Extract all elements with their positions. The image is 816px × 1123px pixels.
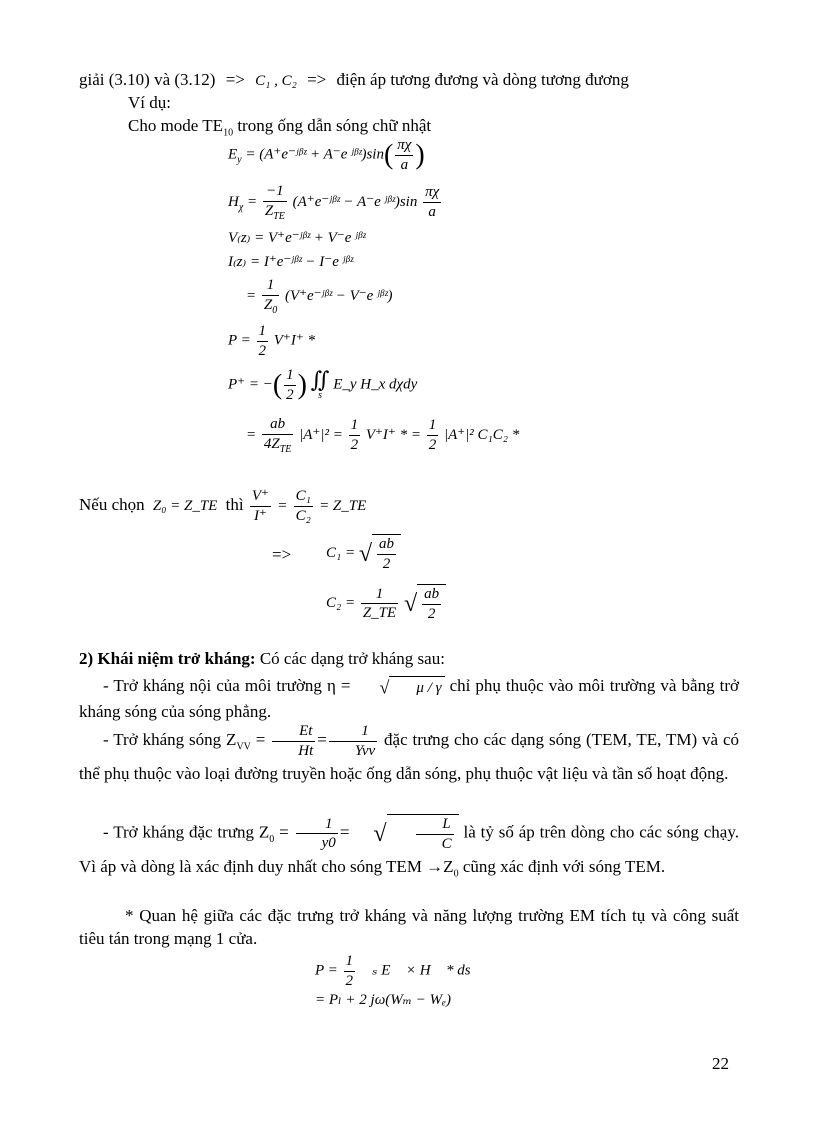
ey-lhs: E: [228, 146, 238, 163]
i2-eq: =: [246, 288, 257, 305]
p3-sub: 0: [269, 834, 275, 846]
p3-rad-num: L: [416, 815, 454, 835]
final-num: 1: [344, 952, 356, 972]
ey-num: πχ: [395, 136, 413, 156]
last-frac: [262, 415, 294, 456]
p-body: V⁺I⁺ *: [273, 332, 316, 349]
i2-body: (V⁺e⁻ʲᵝᶻ − V⁻e ʲᵝᶻ): [284, 288, 393, 305]
intro-prefix: giải (3.10) và (3.12): [79, 70, 216, 89]
c2-rad-den: 2: [427, 605, 436, 622]
p1-formula: μ / γ: [389, 676, 444, 700]
p3-sqrt: √ $\frac{L}{C}$: [349, 814, 458, 854]
ey-body: (A⁺e⁻ʲᵝᶻ + A⁻e ʲᵝᶻ)sin: [259, 146, 384, 163]
final-den: 2: [345, 972, 354, 989]
eq-i: I₍z₎ = I⁺e⁻ʲᵝᶻ − I⁻e ʲᵝᶻ: [228, 254, 353, 270]
example-label: Ví dụ:: [128, 93, 171, 112]
intro-suffix: điện áp tương đương và dòng tương đương: [336, 70, 629, 89]
section-heading-bold: 2) Khái niệm trở kháng:: [79, 649, 256, 668]
p2-sub: VV: [236, 741, 251, 753]
hx-frac-2: [423, 183, 441, 222]
i2-den: Z: [263, 296, 273, 313]
p-den: 2: [258, 342, 267, 359]
p3-eq2: =: [339, 822, 350, 842]
eq-hx: [228, 182, 443, 223]
eq-p: [228, 322, 315, 361]
c1-rad-num: ab: [377, 535, 396, 555]
para-energy-relation: * Quan hệ giữa các đặc trưng trở kháng và năng lượng trường EM tích tụ và công suất tiêu tán trong mạng 1 cửa.: [79, 906, 739, 948]
pp-frac: [284, 366, 296, 405]
p1-b: chỉ phụ thuộc vào môi trường và bằng trở kháng sóng của sóng phẳng.: [79, 676, 739, 721]
hx-den-2: a: [428, 204, 436, 221]
p-num: 1: [257, 322, 269, 342]
last-num: ab: [262, 415, 294, 435]
last-eq: =: [246, 427, 257, 444]
p-lhs: P =: [228, 332, 251, 349]
hx-frac: [263, 182, 287, 223]
choice-eq1: =: [277, 498, 288, 515]
final-body: ∯ₛ E⃗ × H⃗ * ds⃗: [360, 962, 483, 979]
c1-sqrt: √ $\frac{ab}{2}$: [359, 534, 401, 574]
para-intrinsic-impedance: [79, 674, 739, 723]
p2-frac-1: [272, 722, 315, 761]
choice-prefix: Nếu chọn: [79, 495, 145, 515]
c1-rad-den: 2: [382, 555, 391, 572]
section-heading: [79, 649, 445, 669]
p3-c: cũng xác định với sóng TEM.: [458, 856, 666, 876]
intro-line: [79, 70, 629, 90]
p2-f1-den: Ht: [298, 742, 314, 759]
pp-den: 2: [286, 386, 294, 403]
p3-f-num: 1: [296, 815, 338, 835]
p2-f1-num: Et: [272, 722, 315, 742]
choice-arrow: =>: [272, 545, 292, 564]
p2-b: đặc trưng cho các dạng sóng (TEM, TE, TM) và có thể phụ thuộc vào loại đường truyền hoặc ống dẫn sóng, phụ thuộc vật liệu và tần số hoạt động.: [79, 730, 740, 783]
p2-frac-2: [329, 722, 377, 761]
mode-prefix: Cho mode TE: [128, 116, 224, 135]
c2-rad-frac: [422, 585, 441, 624]
i2-den-sub: 0: [272, 304, 278, 316]
section-heading-rest: Có các dạng trở kháng sau:: [255, 649, 445, 668]
choice-eq2: = Z_TE: [319, 498, 367, 515]
p3-b: là tỷ số áp trên dòng cho các sóng chạy. Vì áp và dòng là xác định duy nhất cho sóng TEM →Z: [79, 822, 739, 876]
choice-c-num: C₁: [294, 487, 313, 507]
mode-sub: 10: [223, 127, 234, 139]
choice-line: [79, 487, 366, 526]
p3-eq: =: [274, 822, 294, 842]
pp-integral: [311, 369, 330, 401]
i2-frac: [262, 276, 279, 317]
p3-rad-frac: [416, 815, 454, 854]
p1-sqrt: √ μ / γ: [356, 675, 445, 700]
last-den-sub: TE: [279, 443, 292, 455]
last-half-num: 1: [349, 416, 361, 436]
intro-arrow-2: =>: [307, 70, 327, 89]
last-half-den: 2: [350, 437, 359, 454]
last-abs: |A⁺|²: [299, 427, 329, 444]
p2-a: - Trở kháng sóng Z: [103, 730, 237, 750]
c2-den: Z_TE: [362, 605, 397, 622]
c2-line: [326, 584, 446, 624]
p2-eq: =: [250, 730, 271, 750]
eq-ey: $E_y$ = (A⁺e⁻ʲᵝᶻ + A⁻e ʲᵝᶻ)sin( $\frac{\pi\chi}{a}$ ): [228, 137, 425, 173]
p3-rad-den: C: [441, 835, 452, 852]
last-half-2: [427, 416, 439, 455]
hx-den-wrap: [263, 202, 287, 224]
hx-sub: χ: [238, 202, 244, 214]
hx-body: (A⁺e⁻ʲᵝᶻ − A⁻e ʲᵝᶻ)sin: [292, 194, 418, 211]
p2-f2-den: Yvv: [354, 742, 376, 759]
last-half2-den: 2: [428, 437, 437, 454]
choice-c-frac: [294, 487, 313, 526]
final-eq-line2: = Pₗ + 2 jω(Wₘ − Wₑ): [315, 992, 452, 1008]
p2-f2-num: 1: [329, 722, 377, 742]
last-end: |A⁺|² C₁C₂ *: [443, 427, 520, 444]
last-half: [349, 416, 361, 455]
final-p-lhs: P =: [315, 962, 338, 979]
pp-lhs: P⁺ = −: [228, 376, 273, 393]
last-den: 4Z: [263, 435, 280, 452]
ey-sub: y: [237, 154, 242, 166]
c1-rad-frac: [377, 535, 396, 574]
pp-s: s: [318, 390, 323, 402]
ey-frac: [395, 136, 413, 175]
ey-eq: =: [245, 146, 256, 163]
intro-arrow-1: =>: [225, 70, 245, 89]
choice-cond: Z₀ = Z_TE: [152, 498, 218, 515]
p1-a: - Trở kháng nội của môi trường η =: [103, 676, 356, 695]
eq-i2: [246, 276, 392, 317]
pp-num: 1: [284, 366, 296, 386]
mode-suffix: trong ống dẫn sóng chữ nhật: [237, 116, 432, 135]
choice-c-den: C₂: [295, 507, 311, 524]
hx-num: −1: [263, 182, 287, 202]
para-characteristic-impedance: [79, 814, 739, 886]
eq-last: [246, 415, 519, 456]
c2-num: 1: [361, 585, 398, 605]
hx-den-sub: TE: [273, 210, 285, 222]
choice-vi-num: V⁺: [250, 487, 271, 507]
c2-lhs: C₂ =: [326, 595, 356, 612]
eq-v: V₍z₎ = V⁺e⁻ʲᵝᶻ + V⁻e ʲᵝᶻ: [228, 230, 366, 246]
pp-int: ∬: [310, 367, 330, 393]
hx-eq: =: [247, 194, 258, 211]
last-mid-eq: =: [332, 427, 343, 444]
page-number: 22: [712, 1054, 729, 1073]
choice-vi-frac: [250, 487, 271, 526]
c2-sqrt: √ $\frac{ab}{2}$: [404, 584, 446, 624]
c1-line: [326, 534, 401, 574]
p3-frac: [296, 815, 338, 854]
p3-sub2: 0: [453, 867, 459, 879]
i2-den-wrap: [262, 296, 279, 318]
last-half2-num: 1: [427, 416, 439, 436]
p3-a: - Trở kháng đặc trưng Z: [103, 822, 270, 842]
c2-rad-num: ab: [422, 585, 441, 605]
i2-num: 1: [262, 276, 279, 296]
hx-den: Z: [264, 202, 274, 219]
final-frac: [344, 952, 356, 991]
final-eq-line1: [315, 952, 482, 991]
eq-pplus: P⁺ = −( $\frac{1}{2}$ ) ∬ s E_y H_x dχdy: [228, 367, 418, 403]
choice-vi-den: I⁺: [253, 507, 267, 524]
choice-thi: thì: [225, 495, 244, 515]
p-frac: [257, 322, 269, 361]
ey-den: a: [400, 156, 409, 173]
c2-frac: [361, 585, 398, 624]
c1-lhs: C₁ =: [326, 545, 356, 562]
hx-lhs: H: [228, 194, 239, 211]
hx-num-2: πχ: [423, 183, 441, 203]
intro-c-pair: C₁ , C₂: [255, 73, 297, 89]
pp-body: E_y H_x dχdy: [333, 376, 418, 393]
p3-f-den: y0: [321, 835, 336, 852]
p2-eq2: =: [317, 730, 327, 750]
para-wave-impedance: [79, 722, 739, 786]
last-vi: V⁺I⁺ * =: [365, 427, 421, 444]
last-den-wrap: [262, 435, 294, 457]
